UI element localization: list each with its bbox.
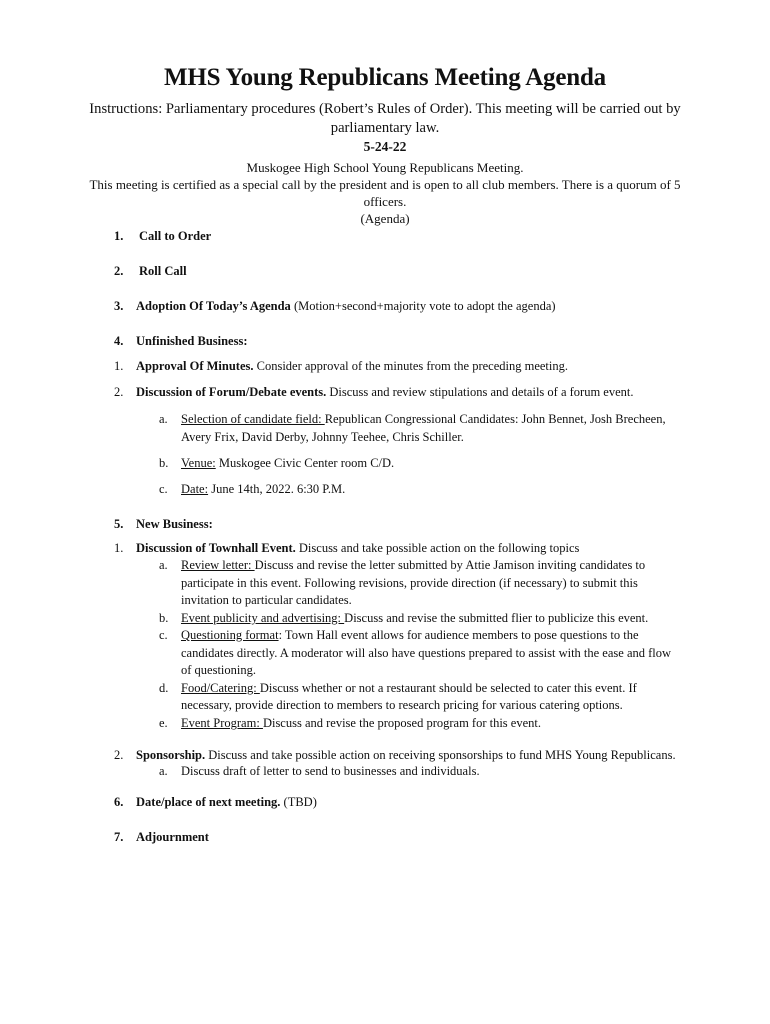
sub-item-event-program: Event Program: Discuss and revise the proposed program for this event. [181, 716, 541, 730]
sub-item-letter: d. [159, 681, 169, 695]
sub-item-review-letter-cont: participate in this event. Following revisions, provide direction (if necessary) to submit this [181, 576, 638, 590]
agenda-item-adjournment: Adjournment [136, 830, 209, 844]
sub-item-letter: a. [159, 764, 168, 778]
agenda-item-approval-of-minutes: Approval Of Minutes. Consider approval of the minutes from the preceding meeting. [136, 359, 568, 373]
sub-item-candidate-field: Selection of candidate field: Republican Congressional Candidates: John Bennet, Josh Brecheen, [181, 412, 666, 426]
item-number: 2. [114, 264, 124, 278]
item-number: 3. [114, 299, 124, 313]
section-new-business: New Business: [136, 517, 213, 531]
certified-line-2: officers. [363, 194, 407, 209]
sub-item-sponsor-letter: Discuss draft of letter to send to businesses and individuals. [181, 764, 480, 778]
sub-item-letter: a. [159, 412, 168, 426]
agenda-item-townhall: Discussion of Townhall Event. Discuss and take possible action on the following topics [136, 541, 580, 555]
instructions-line-1: Instructions: Parliamentary procedures (Robert’s Rules of Order). This meeting will be carried out by [89, 101, 681, 117]
sub-item-letter: c. [159, 482, 168, 496]
meeting-date: 5-24-22 [363, 139, 407, 154]
sub-item-catering-cont: necessary, provide direction to members to research pricing for various catering options. [181, 698, 623, 712]
agenda-label: (Agenda) [360, 211, 410, 226]
agenda-item-sponsorship: Sponsorship. Discuss and take possible action on receiving sponsorships to fund MHS Young Republicans. [136, 748, 676, 762]
item-number: 2. [114, 385, 124, 399]
agenda-item-roll-call: Roll Call [139, 264, 187, 278]
item-number: 5. [114, 517, 124, 531]
sub-item-letter: c. [159, 628, 168, 642]
meeting-name: Muskogee High School Young Republicans Meeting. [246, 160, 524, 175]
sub-item-venue: Venue: Muskogee Civic Center room C/D. [181, 456, 395, 470]
sub-item-review-letter-cont: invitation to particular candidates. [181, 593, 352, 607]
instructions-line-2: parliamentary law. [330, 120, 440, 136]
agenda-item-forum-debate: Discussion of Forum/Debate events. Discuss and review stipulations and details of a forum event. [136, 385, 634, 399]
sub-item-date: Date: June 14th, 2022. 6:30 P.M. [181, 482, 346, 496]
item-number: 1. [114, 359, 124, 373]
sub-item-questioning-format: Questioning format: Town Hall event allows for audience members to pose questions to the [181, 628, 639, 642]
item-number: 6. [114, 795, 124, 809]
sub-item-candidate-field-cont: Avery Frix, David Derby, Johnny Teehee, Chris Schiller. [181, 430, 464, 444]
item-number: 4. [114, 334, 124, 348]
agenda-item-adoption: Adoption Of Today’s Agenda (Motion+second+majority vote to adopt the agenda) [136, 299, 556, 313]
sub-item-review-letter: Review letter: Discuss and revise the letter submitted by Attie Jamison inviting candidates to [181, 558, 646, 572]
sub-item-letter: e. [159, 716, 168, 730]
certified-line-1: This meeting is certified as a special call by the president and is open to all club members. There is a quorum of 5 [89, 177, 681, 192]
sub-item-questioning-format-cont: of questioning. [181, 663, 256, 677]
sub-item-questioning-format-cont: candidates directly. A moderator will also have questions prepared to assist with the ease and flow [181, 646, 672, 660]
sub-item-letter: b. [159, 456, 169, 470]
item-number: 1. [114, 541, 124, 555]
item-number: 2. [114, 748, 124, 762]
sub-item-publicity: Event publicity and advertising: Discuss and revise the submitted flier to publicize this event. [181, 611, 649, 625]
item-number: 7. [114, 830, 124, 844]
sub-item-letter: b. [159, 611, 169, 625]
sub-item-catering: Food/Catering: Discuss whether or not a restaurant should be selected to cater this event. If [181, 681, 637, 695]
agenda-item-next-meeting: Date/place of next meeting. (TBD) [136, 795, 317, 809]
page-title: MHS Young Republicans Meeting Agenda [164, 64, 606, 91]
agenda-item-call-to-order: Call to Order [139, 229, 212, 243]
item-number: 1. [114, 229, 124, 243]
sub-item-letter: a. [159, 558, 168, 572]
section-unfinished-business: Unfinished Business: [136, 334, 248, 348]
